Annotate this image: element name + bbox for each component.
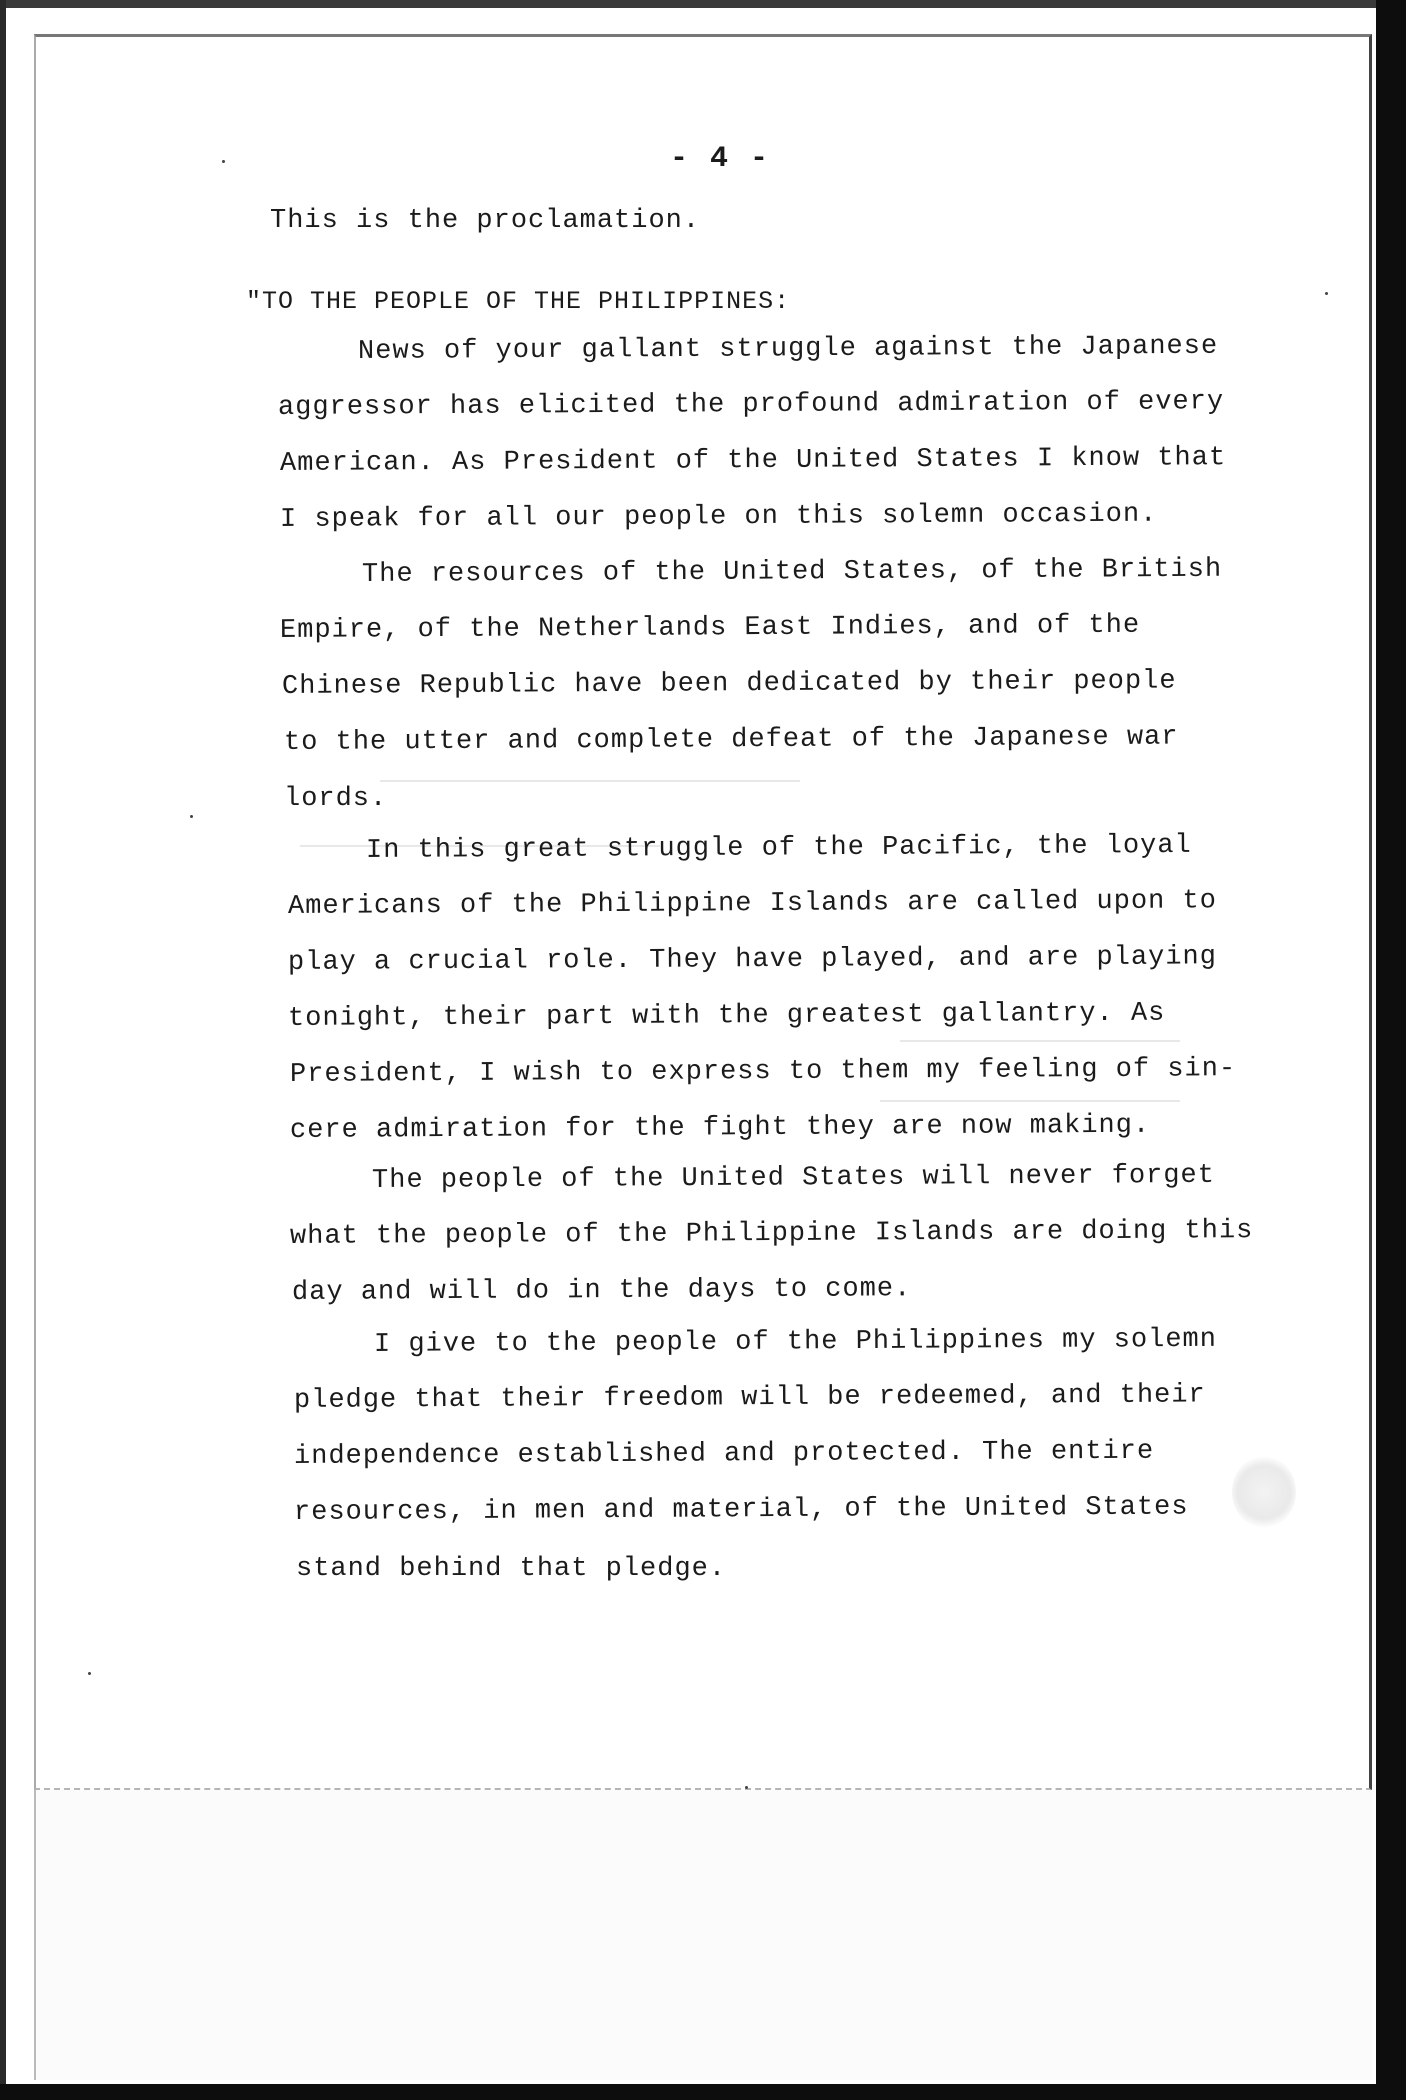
text-line: I speak for all our people on this solemn occasion. (279, 499, 1158, 535)
bleed-through-mark (380, 780, 800, 782)
intro-line: This is the proclamation. (270, 206, 701, 236)
text-line: Americans of the Philippine Islands are called upon to (287, 886, 1218, 922)
paper-speck (190, 815, 193, 818)
scan-border-bottom (0, 2084, 1406, 2100)
text-line: independence established and protected. The entire (293, 1436, 1155, 1472)
text-line: I give to the people of the Philippines my solemn (373, 1324, 1218, 1360)
page-number: - 4 - (670, 142, 771, 176)
text-line: resources, in men and material, of the United States (293, 1492, 1189, 1528)
text-line: what the people of the Philippine Islands are doing this (289, 1216, 1254, 1252)
text-line: Empire, of the Netherlands East Indies, and of the (279, 610, 1141, 646)
paper-speck (222, 160, 225, 163)
text-line: In this great struggle of the Pacific, the loyal (365, 830, 1192, 866)
text-line: to the utter and complete defeat of the Japanese war (283, 722, 1179, 758)
bleed-through-mark (880, 1100, 1180, 1102)
underlying-page (34, 1790, 1372, 2080)
faint-stamp-mark (1232, 1456, 1296, 1528)
paper-speck (88, 1672, 91, 1675)
text-line: play a crucial role. They have played, and are playing (287, 942, 1218, 978)
text-line: aggressor has elicited the profound admiration of every (277, 387, 1225, 423)
text-line: News of your gallant struggle against the Japanese (357, 331, 1219, 367)
text-line: tonight, their part with the greatest gallantry. As (287, 998, 1166, 1034)
paper-speck (745, 1786, 748, 1789)
text-line: stand behind that pledge. (296, 1554, 727, 1584)
scan-border-top (0, 0, 1406, 8)
text-line: cere admiration for the fight they are now making. (289, 1110, 1151, 1146)
bleed-through-mark (900, 1040, 1180, 1042)
text-line: pledge that their freedom will be redeemed, and their (293, 1380, 1206, 1416)
text-line: The resources of the United States, of the British (361, 554, 1223, 590)
scan-border-left (0, 0, 6, 2100)
text-line: Chinese Republic have been dedicated by their people (281, 666, 1177, 702)
text-line: President, I wish to express to them my feeling of sin- (289, 1054, 1237, 1090)
proclamation-heading: "TO THE PEOPLE OF THE PHILIPPINES: (246, 287, 791, 316)
text-line: day and will do in the days to come. (291, 1274, 912, 1308)
text-line: The people of the United States will never forget (371, 1160, 1216, 1196)
paper-speck (1325, 292, 1328, 295)
scan-border-right (1376, 0, 1406, 2100)
text-line: American. As President of the United States I know that (279, 443, 1227, 479)
text-line: lords. (284, 784, 388, 814)
